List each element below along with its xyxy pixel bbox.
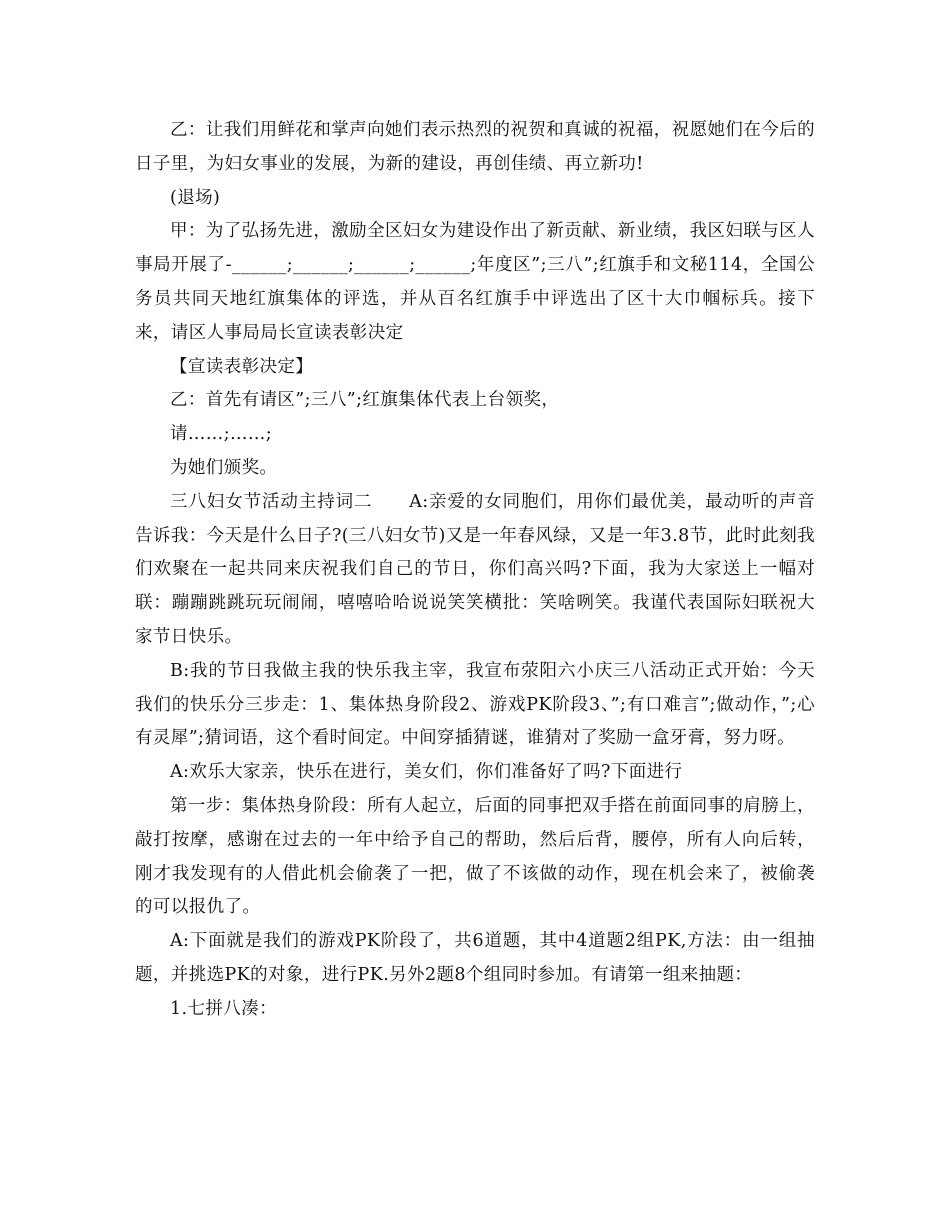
paragraph-activity-announcement: B:我的节日我做主我的快乐我主宰，我宣布荥阳六小庆三八活动正式开始：今天我们的快乐分三步走：1、集体热身阶段2、游戏PK阶段3、”;有口难言”;做动作，”;心有灵犀”;猜词语，这个看时间定。中间穿插猜谜，谁猜对了奖励一盒牙膏，努力呀。	[135, 660, 815, 749]
paragraph-script-two-opening: 三八妇女节活动主持词二 A:亲爱的女同胞们，用你们最优美，最动听的声音告诉我：今天是什么日子?(三八妇女节)又是一年春风绿，又是一年3.8节，此时此刻我们欢聚在一起共同来庆祝我们自己的节日，你们高兴吗?下面，我为大家送上一幅对联：蹦蹦跳跳玩玩闹闹，嘻嘻哈哈说说笑笑横批：笑啥咧笑。我谨代表国际妇联祝大家节日快乐。	[135, 491, 815, 647]
paragraph-invite-representatives: 乙：首先有请区”;三八”;红旗集体代表上台领奖，	[170, 390, 560, 411]
paragraph-pk-rules: A:下面就是我们的游戏PK阶段了，共6道题，其中4道题2组PK,方法：由一组抽题，并挑选PK的对象，进行PK.另外2题8个组同时参加。有请第一组来抽题：	[135, 931, 815, 985]
paragraph-first-game: 1.七拼八凑：	[170, 998, 277, 1019]
paragraph-step-one: 第一步：集体热身阶段：所有人起立，后面的同事把双手搭在前面同事的肩膀上，敲打按摩，感谢在过去的一年中给予自己的帮助，然后后背，腰停，所有人向后转，刚才我发现有的人借此机会偷袭了一把，做了不该做的动作，现在机会来了，被偷袭的可以报仇了。	[135, 795, 815, 918]
paragraph-transition: A:欢乐大家亲，快乐在进行，美女们，你们准备好了吗?下面进行	[170, 762, 683, 783]
paragraph-closing-blessing: 乙：让我们用鲜花和掌声向她们表示热烈的祝贺和真诚的祝福，祝愿她们在今后的日子里，为妇女事业的发展，为新的建设，再创佳绩、再立新功!	[135, 120, 815, 174]
document-body	[135, 114, 815, 1027]
paragraph-exit-note: (退场)	[170, 187, 221, 208]
paragraph-award-heading: 【宣读表彰决定】	[170, 356, 314, 377]
paragraph-present-awards: 为她们颁奖。	[170, 457, 278, 478]
paragraph-award-intro: 甲：为了弘扬先进，激励全区妇女为建设作出了新贡献、新业绩，我区妇联与区人事局开展了-______;______;______;______;年度区”;三八”;红旗手和文秘114，全国公务员共同天地红旗集体的评选，并从百名红旗手中评选出了区十大巾帼标兵。接下来，请区人事局局长宣读表彰决定	[135, 221, 815, 343]
paragraph-invite-presenters: 请……;……;	[170, 424, 273, 445]
